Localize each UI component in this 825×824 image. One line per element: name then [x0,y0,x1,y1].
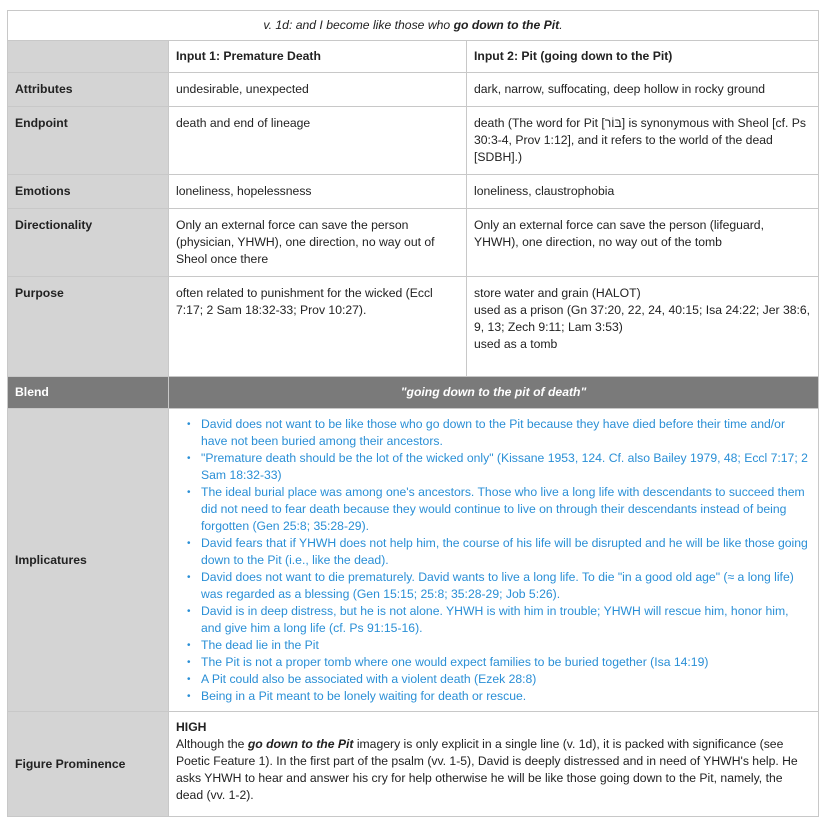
cell-input2 [467,277,819,377]
prominence-level: HIGH [176,720,207,734]
list-item: • David does not want to be like those who go down to the Pit because they have died before their time and/or have not been buried among their ancestors. [176,416,811,450]
list-item: • Being in a Pit meant to be lonely waiting for death or rescue. [176,688,811,705]
row-purpose [8,277,819,377]
cell-input1 [169,73,467,107]
header-input2: Input 2: Pit (going down to the Pit) [467,41,819,73]
list-item: • The Pit is not a proper tomb where one would expect families to be buried together (Isa 14:19) [176,654,811,671]
cell-input2 [467,73,819,107]
title-prefix: v. 1d: and I become like those who [263,18,454,32]
prominence-text-suffix: imagery is only explicit in a single line (v. 1d), it is packed with significance (see Poetic Feature 1). In the first part of the psalm (vv. 1-5), David is deeply distressed and in need of YHWH's help. He asks YHWH to hear and answer his cry for help otherwise he will be like those going down to the Pit, namely, the dead (vv. 1-2). [176,737,798,802]
implicatures-list [176,416,811,705]
title-row [8,11,819,41]
cell-line: used as a tomb [474,337,558,351]
list-item: • David fears that if YHWH does not help him, the course of his life will be disrupted and he will be like those going down to the Pit (i.e., like the dead). [176,535,811,569]
list-item: • The ideal burial place was among one's ancestors. Those who live a long life with descendants to succeed them did not need to fear death because they would continue to live on through their descendants instead of being forgotten (Gen 25:8; 35:28-29). [176,484,811,535]
row-label: Directionality [8,209,169,277]
row-attributes [8,73,819,107]
cell-line: loneliness, hopelessness [176,184,312,198]
row-emotions [8,175,819,209]
header-row [8,41,819,73]
header-corner [8,41,169,73]
cell-line: undesirable, unexpected [176,82,309,96]
cell-input1 [169,175,467,209]
header-input1: Input 1: Premature Death [169,41,467,73]
title-suffix: . [559,18,563,32]
list-item: • David does not want to die prematurely. David wants to live a long life. To die "in a good old age" (≈ a long life) was regarded as a blessing (Gen 15:15; 25:8; 35:28-29; Job 5:26). [176,569,811,603]
prominence-text-prefix: Although the [176,737,248,751]
figure-analysis-table [7,10,819,817]
cell-line: Only an external force can save the person (physician, YHWH), one direction, no way out of Sheol once there [176,218,435,266]
verse-title [8,11,819,41]
list-item: • A Pit could also be associated with a violent death (Ezek 28:8) [176,671,811,688]
cell-input2 [467,175,819,209]
list-item: • The dead lie in the Pit [176,637,811,654]
row-implicatures [8,409,819,712]
title-emphasis: go down to the Pit [453,18,560,32]
cell-input1 [169,277,467,377]
cell-line: store water and grain (HALOT) [474,286,641,300]
implicatures-cell [169,409,819,712]
row-endpoint [8,107,819,175]
row-directionality [8,209,819,277]
cell-line: used as a prison (Gn 37:20, 22, 24, 40:15; Isa 24:22; Jer 38:6, 9, 13; Zech 9:11; Lam 3:53) [474,303,811,334]
row-label: Endpoint [8,107,169,175]
row-label: Emotions [8,175,169,209]
row-label: Purpose [8,277,169,377]
cell-line: death and end of lineage [176,116,311,130]
list-item: • "Premature death should be the lot of the wicked only" (Kissane 1953, 124. Cf. also Bailey 1979, 48; Eccl 7:17; 2 Sam 18:32-33) [176,450,811,484]
cell-input2 [467,209,819,277]
cell-line: dark, narrow, suffocating, deep hollow in rocky ground [474,82,766,96]
blend-label: Blend [8,377,169,409]
cell-input2 [467,107,819,175]
row-label: Figure Prominence [8,712,169,817]
cell-line: loneliness, claustrophobia [474,184,615,198]
cell-line: Only an external force can save the person (lifeguard, YHWH), one direction, no way out of the tomb [474,218,764,249]
prominence-text [176,736,811,804]
cell-line: often related to punishment for the wicked (Eccl 7:17; 2 Sam 18:32-33; Prov 10:27). [176,286,433,317]
blend-row [8,377,819,409]
row-label: Attributes [8,73,169,107]
prominence-text-emphasis: go down to the Pit [247,737,354,751]
row-label: Implicatures [8,409,169,712]
cell-input1 [169,107,467,175]
cell-line: death (The word for Pit [בּוֹר] is synonymous with Sheol [cf. Ps 30:3-4, Prov 1:12], and it refers to the world of the dead [SDBH].) [474,116,806,164]
row-prominence [8,712,819,817]
prominence-cell [169,712,819,817]
cell-input1 [169,209,467,277]
list-item: • David is in deep distress, but he is not alone. YHWH is with him in trouble; YHWH will rescue him, honor him, and give him a long life (cf. Ps 91:15-16). [176,603,811,637]
blend-value: "going down to the pit of death" [169,377,819,409]
